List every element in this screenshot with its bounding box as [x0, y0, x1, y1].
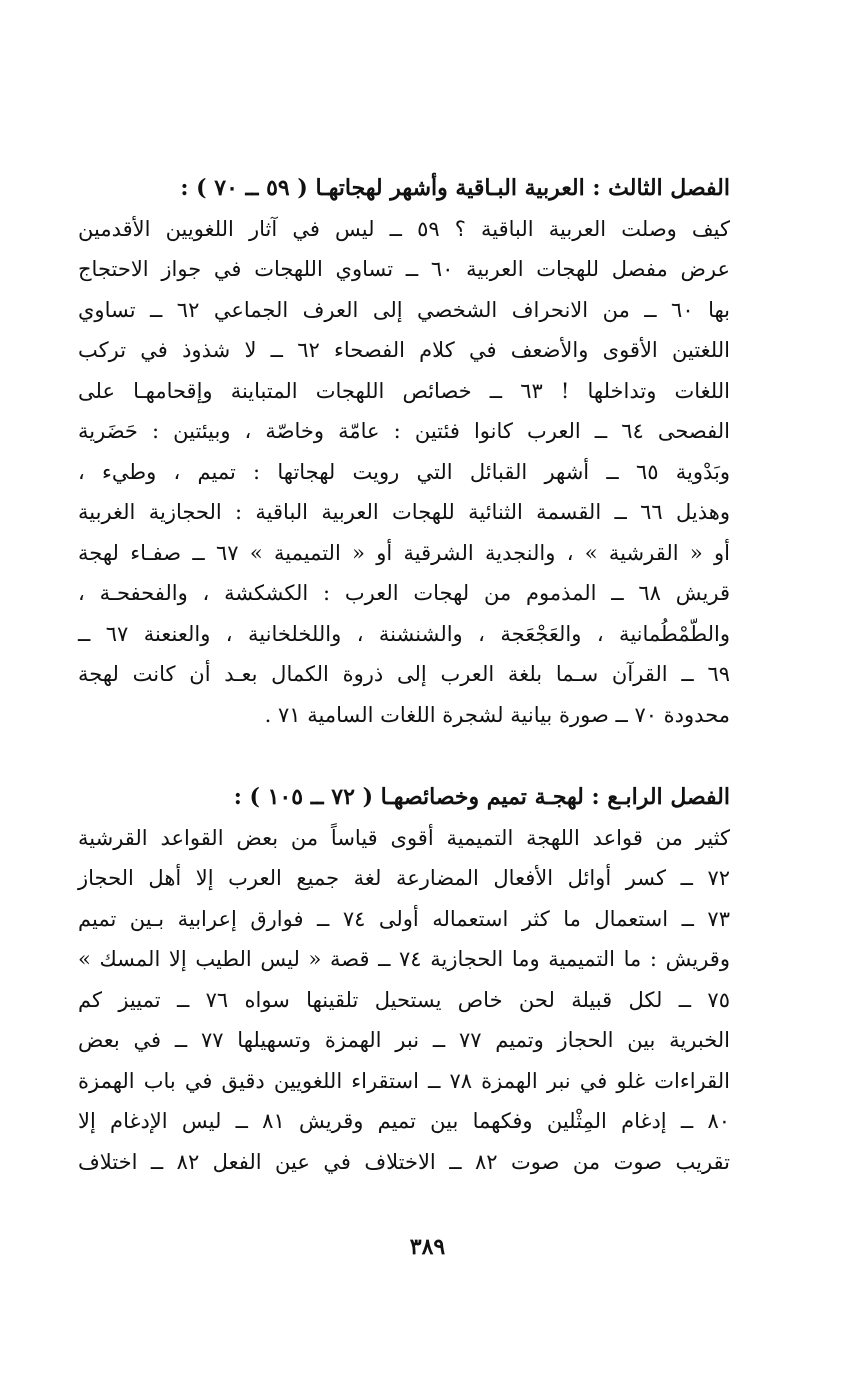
- text-line: اللغات وتداخلها ! ٦٣ ــ خصائص اللهجات المتباينة وإقحامهـا على: [78, 378, 730, 403]
- chapter-three-heading: الفصل الثالث : العربية البـاقية وأشهر لهجاتهـا ( ٥٩ ــ ٧٠ ) :: [180, 175, 730, 201]
- text-line: اللغتين الأقوى والأضعف في كلام الفصحاء ٦٢ ــ لا شذوذ في تركب: [78, 338, 730, 362]
- text-line: كثير من قواعد اللهجة التميمية أقوى قياساً من بعض القواعد القرشية: [78, 825, 730, 850]
- text-line: ٨٠ ــ إدغام المِثْلين وفكهما بين تميم وقريش ٨١ ــ ليس الإدغام إلا: [78, 1109, 730, 1133]
- book-page-content: [78, 168, 730, 1182]
- page-number: ٣٨٩: [409, 1234, 446, 1260]
- text-line: القراءات غلو في نبر الهمزة ٧٨ ــ استقراء اللغويين دقيق في باب الهمزة: [78, 1068, 730, 1093]
- text-line: ٦٩ ــ القرآن سـما بلغة العرب إلى ذروة الكمال بعـد أن كانت لهجة: [78, 662, 730, 686]
- text-line: والطّمْطُمانية ، والعَجْعَجة ، والشنشنة ، واللخلخانية ، والعنعنة ٦٧ ــ: [78, 621, 731, 646]
- chapter-four-section: [78, 777, 730, 1182]
- text-line: عرض مفصل للهجات العربية ٦٠ ــ تساوي اللهجات في جواز الاحتجاج: [78, 257, 730, 281]
- text-line: ٧٥ ــ لكل قبيلة لحن خاص يستحيل تلقينها سواه ٧٦ ــ تمييز كم: [78, 987, 730, 1012]
- text-line: وبَدْوية ٦٥ ــ أشهر القبائل التي رويت لهجاتها : تميم ، وطيء ،: [78, 459, 730, 484]
- text-line: كيف وصلت العربية الباقية ؟ ٥٩ ــ ليس في آثار اللغويين الأقدمين: [78, 216, 730, 241]
- text-line: محدودة ٧٠ ــ صورة بيانية لشجرة اللغات السامية ٧١ .: [264, 702, 730, 727]
- text-line: وقريش : ما التميمية وما الحجازية ٧٤ ــ قصة « ليس الطيب إلا المسك »: [78, 947, 730, 971]
- text-line: وهذيل ٦٦ ــ القسمة الثنائية للهجات العربية الباقية : الحجازية الغربية: [78, 500, 730, 524]
- text-line: الخبرية بين الحجاز وتميم ٧٧ ــ نبر الهمزة وتسهيلها ٧٧ ــ في بعض: [78, 1028, 730, 1052]
- text-line: الفصحى ٦٤ ــ العرب كانوا فئتين : عامّة وخاصّة ، وبيئتين : حَضَرية: [78, 419, 730, 443]
- text-line: بها ٦٠ ــ من الانحراف الشخصي إلى العرف الجماعي ٦٢ ــ تساوي: [78, 297, 730, 322]
- chapter-three-section: [78, 168, 730, 735]
- text-line: ٧٣ ــ استعمال ما كثر استعماله أولى ٧٤ ــ فوارق إعرابية بـين تميم: [78, 906, 730, 931]
- text-line: تقريب صوت من صوت ٨٢ ــ الاختلاف في عين الفعل ٨٢ ــ اختلاف: [78, 1149, 731, 1174]
- chapter-four-heading: الفصل الرابـع : لهجـة تميم وخصائصهـا ( ٧٢ ــ ١٠٥ ) :: [233, 784, 730, 810]
- text-line: قريش ٦٨ ــ المذموم من لهجات العرب : الكشكشة ، والفحفحـة ،: [78, 581, 730, 605]
- text-line: ٧٢ ــ كسر أوائل الأفعال المضارعة لغة جميع العرب إلا أهل الحجاز: [78, 866, 730, 890]
- text-line: أو « القرشية » ، والنجدية الشرقية أو « التميمية » ٦٧ ــ صفـاء لهجة: [78, 540, 730, 565]
